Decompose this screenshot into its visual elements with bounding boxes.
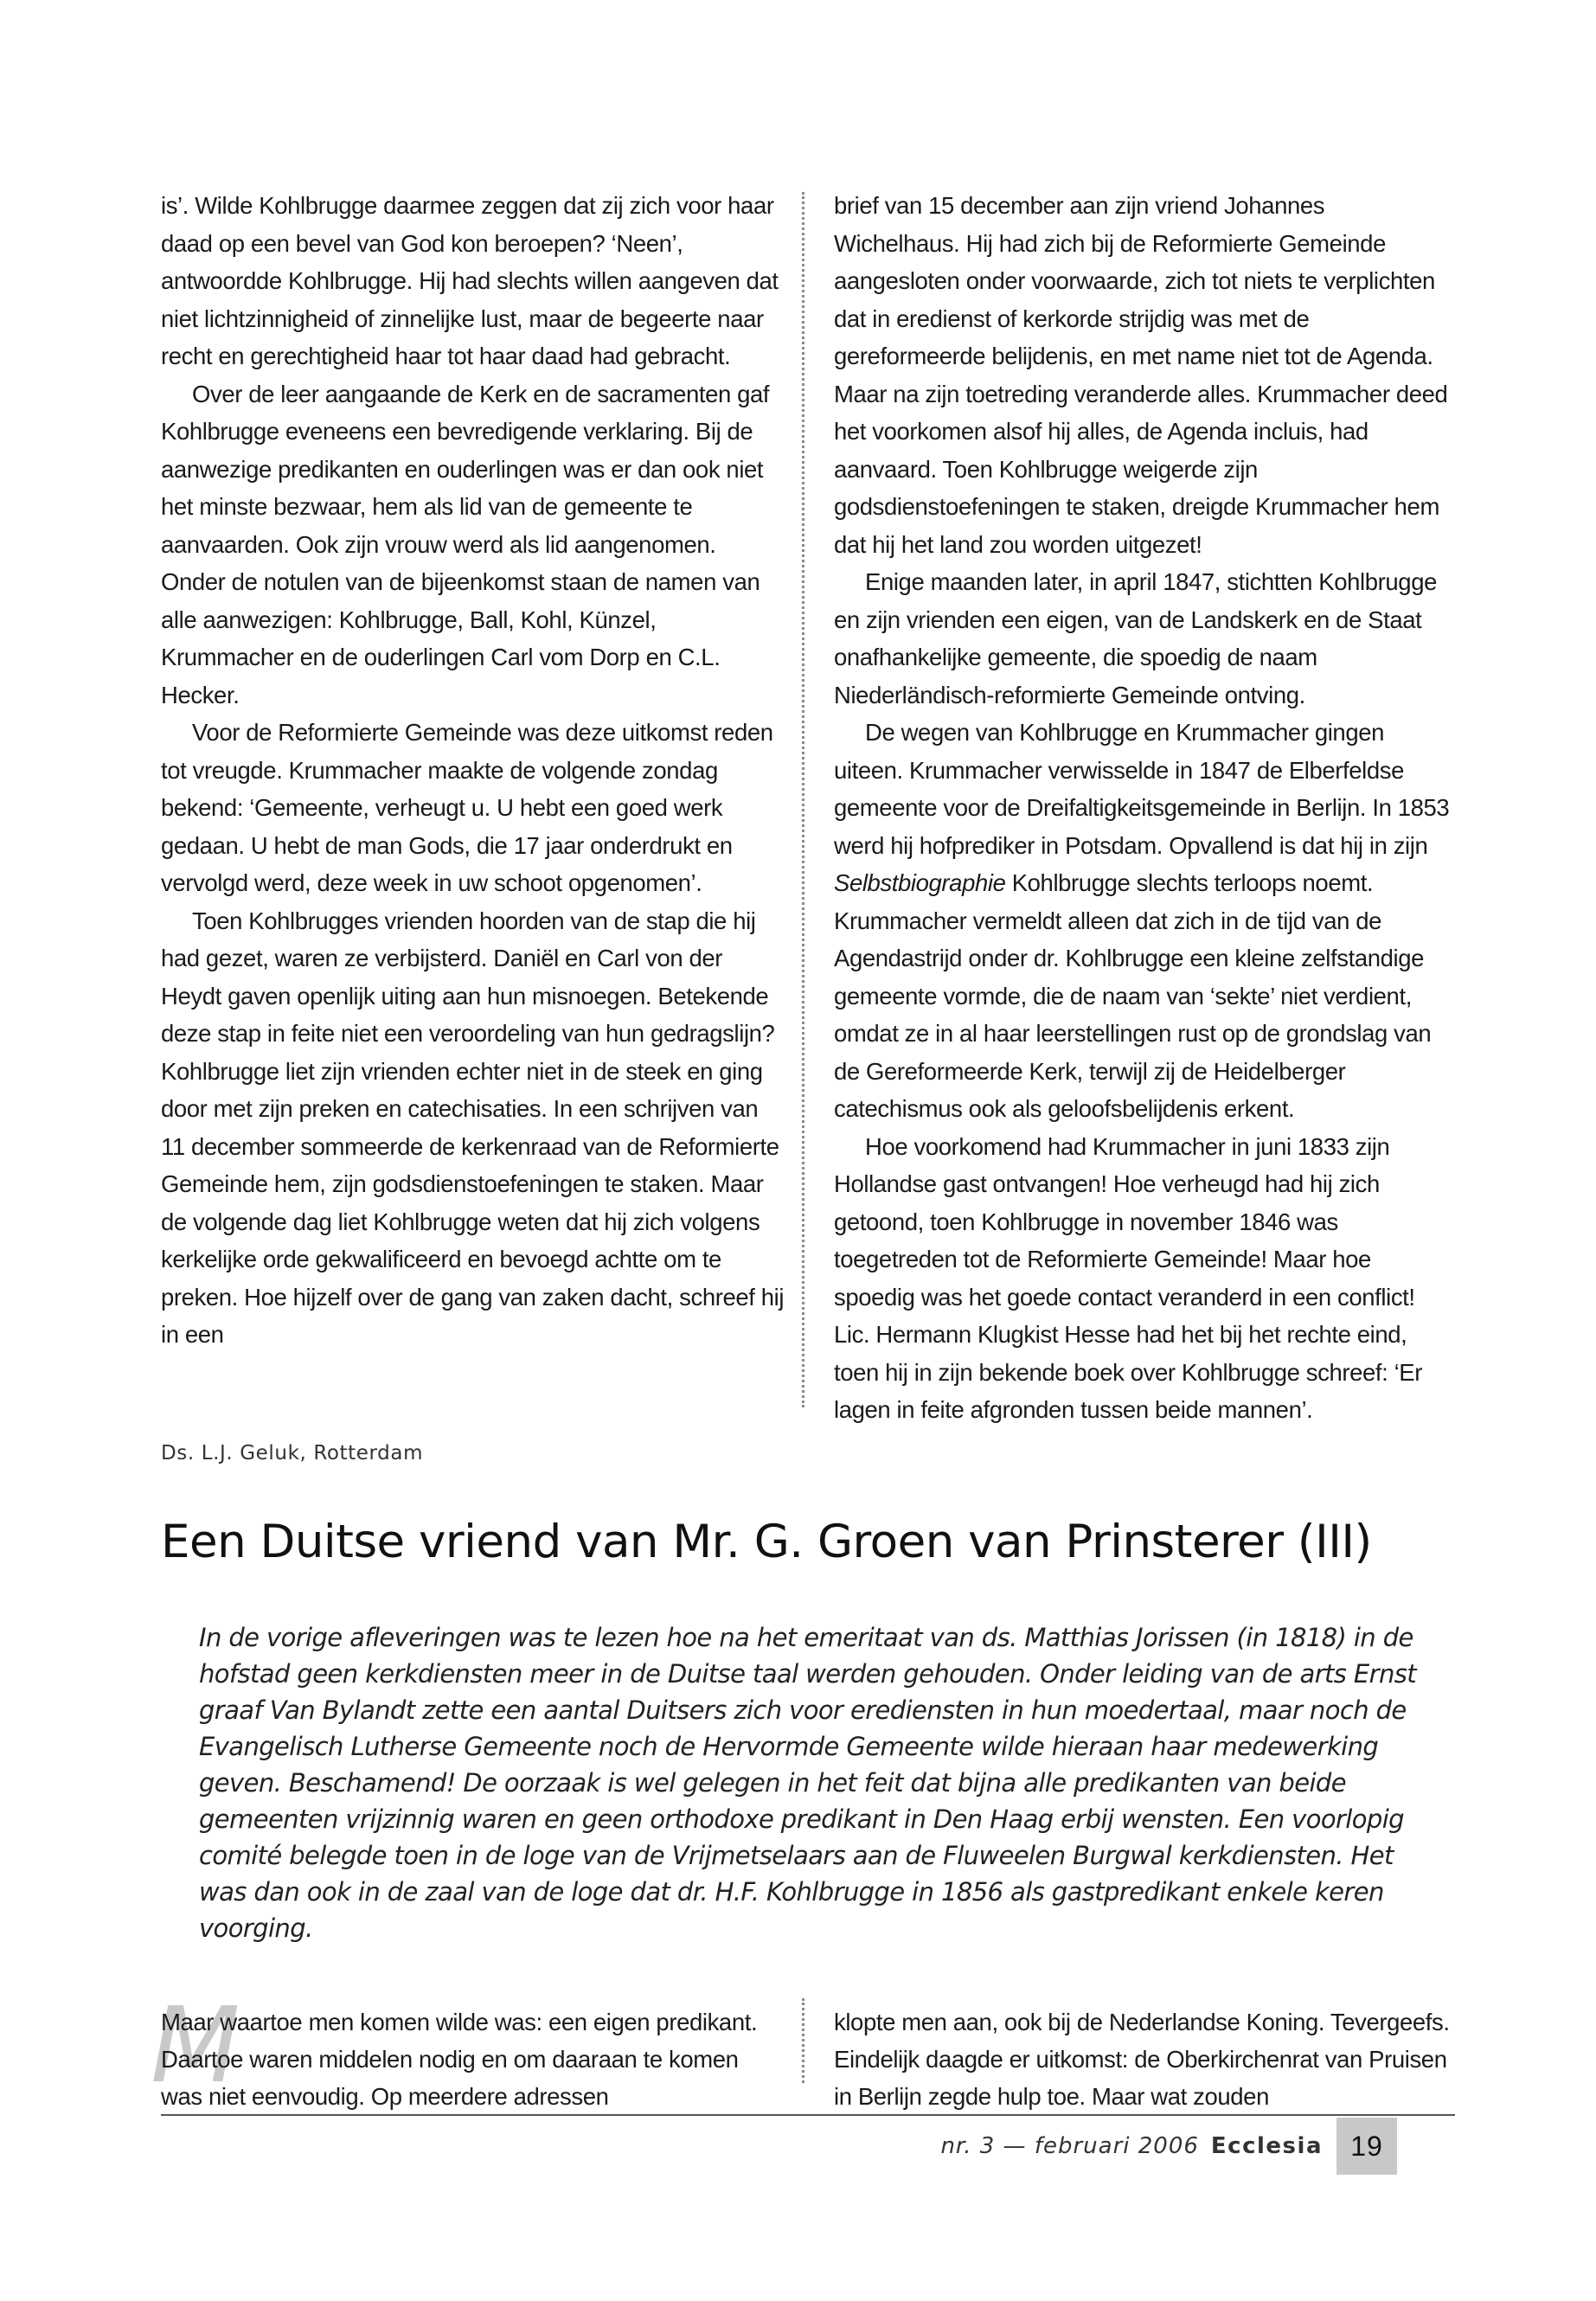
author-signature: Ds. L.J. Geluk, Rotterdam (161, 1442, 424, 1465)
column-divider (802, 1998, 804, 2083)
paragraph-text: Kohlbrugge slechts terloops noemt. Krummacher vermeldt alleen dat zich in de tijd van de Agendastrijd onder dr. Kohlbrugge een kleine zelfstandige gemeente vormde, die de naam van ‘sekte’ niet verdient, omdat ze in al haar leerstellingen rust op de grondslag van de Gereformeerde Kerk, terwijl zij de Heidelberger catechismus ook als geloofsbelijdenis erkent. (834, 869, 1432, 1122)
paragraph: Hoe voorkomend had Krummacher in juni 1833 zijn Hollandse gast ontvangen! Hoe verheugd had hij zich getoond, toen Kohlbrugge in november 1846 was toegetreden tot de Reformierte Gemeinde! Maar hoe spoedig was het goede contact veranderd in een conflict! (834, 1132, 1415, 1311)
paragraph: Toen Kohlbrugges vrienden hoorden van de stap die hij had gezet, waren ze verbijsterd. Daniël en Carl von der Heydt gaven openlijk uiting aan hun misnoegen. Betekende deze stap in feite niet een veroordeling van hun gedragslijn? Kohlbrugge liet zijn vrienden echter niet in de steek en ging door met zijn preken en catechisaties. In een schrijven van 11 december sommeerde de kerkenraad van de Reformierte Gemeinde hem, zijn godsdienstoefeningen te staken. Maar de volgende dag liet Kohlbrugge weten dat hij zich volgens kerkelijke orde gekwalificeerd en bevoegd achtte om te preken. Hoe hijzelf over de gang van zaken dacht, schreef hij in een (161, 907, 785, 1348)
paragraph: Over de leer aangaande de Kerk en de sacramenten gaf Kohlbrugge eveneens een bevredigende verklaring. Bij de aanwezige predikanten en ouderlingen was er dan ook niet het minste bezwaar, hem als lid van de gemeente te aanvaarden. Ook zijn vrouw werd als lid aangenomen. Onder de notulen van de bijeenkomst staan de namen van alle aanwezigen: Kohlbrugge, Ball, Kohl, Künzel, Krummacher en de ouderlingen Carl vom Dorp en C.L. Hecker. (161, 380, 770, 708)
article1-right-column (834, 187, 1455, 1429)
article-title: Een Duitse vriend van Mr. G. Groen van Prinsterer (III) (161, 1516, 1372, 1568)
paragraph: Lic. Hermann Klugkist Hesse had het bij het rechte eind, toen hij in zijn bekende boek over Kohlbrugge schreef: ‘Er lagen in feite afgronden tussen beide mannen’. (834, 1321, 1423, 1423)
page-footer (940, 2118, 1397, 2175)
paragraph: klopte men aan, ook bij de Nederlandse Koning. Tevergeefs. Eindelijk daagde er uitkomst: de Oberkirchenrat van Pruisen in Berlijn zegde hulp toe. Maar wat zouden (834, 2009, 1450, 2110)
paragraph: Maar waartoe men komen wilde was: een eigen predikant. Daartoe waren middelen nodig en om daaraan te komen was niet eenvoudig. Op meerdere adressen (161, 2009, 758, 2110)
paragraph-text: De wegen van Kohlbrugge en Krummacher gingen uiteen. Krummacher verwisselde in 1847 de Elberfeldse gemeente voor de Dreifaltigkeitsgemeinde in Berlijn. In 1853 werd hij hofprediker in Potsdam. Opvallend is dat hij in zijn (834, 719, 1450, 859)
column-divider (802, 192, 804, 1407)
paragraph (834, 714, 1455, 1128)
drop-cap: M (151, 1986, 240, 2106)
paragraph: Enige maanden later, in april 1847, stichtten Kohlbrugge en zijn vrienden een eigen, van de Landskerk en de Staat onafhankelijke gemeente, die spoedig de naam Niederländisch-reformierte Gemeinde ontving. (834, 568, 1437, 708)
page-number: 19 (1336, 2118, 1397, 2175)
magazine-name: Ecclesia (1210, 2133, 1323, 2159)
article2-right-column (834, 2003, 1455, 2115)
paragraph: is’. Wilde Kohlbrugge daarmee zeggen dat zij zich voor haar daad op een bevel van God kon beroepen? ‘Neen’, antwoordde Kohlbrugge. Hij had slechts willen aangeven dat niet lichtzinnigheid of zinnelijke lust, maar de begeerte naar recht en gerechtigheid haar tot haar daad had gebracht. (161, 192, 779, 369)
article2-left-column (161, 2003, 766, 2115)
paragraph: brief van 15 december aan zijn vriend Johannes Wichelhaus. Hij had zich bij de Reformierte Gemeinde aangesloten onder voorwaarde, zich tot niets te verplichten dat in eredienst of kerkorde strijdig was met de gereformeerde belijdenis, en met name niet tot de Agenda. Maar na zijn toetreding veranderde alles. Krummacher deed het voorkomen alsof hij alles, de Agenda incluis, had aanvaard. Toen Kohlbrugge weigerde zijn godsdienstoefeningen te staken, dreigde Krummacher hem dat hij het land zou worden uitgezet! (834, 192, 1448, 558)
book-title: Selbstbiographie (834, 869, 1006, 896)
issue-info: nr. 3 — februari 2006 (940, 2133, 1199, 2159)
paragraph: Voor de Reformierte Gemeinde was deze uitkomst reden tot vreugde. Krummacher maakte de volgende zondag bekend: ‘Gemeente, verheugt u. U hebt een goed werk gedaan. U hebt de man Gods, die 17 jaar onderdrukt en vervolgd werd, deze week in uw schoot opgenomen’. (161, 719, 773, 896)
article1-left-column (161, 187, 785, 1354)
article-intro: In de vorige afleveringen was te lezen hoe na het emeritaat van ds. Matthias Jorissen (in 1818) in de hofstad geen kerkdiensten meer in de Duitse taal werden gehouden. Onder leiding van de arts Ernst graaf Van Bylandt zette een aantal Duitsers zich voor erediensten in hun moedertaal, maar noch de Evangelisch Lutherse Gemeente noch de Hervormde Gemeente wilde hieraan haar medewerking geven. Beschamend! De oorzaak is wel gelegen in het feit dat bijna alle predikanten van beide gemeenten vrijzinnig waren en geen orthodoxe predikant in Den Haag erbij wensten. Een voorlopig comité belegde toen in de loge van de Vrijmetselaars aan de Fluweelen Burgwal kerkdiensten. Het was dan ook in de zaal van de loge dat dr. H.F. Kohlbrugge in 1856 als gastpredikant enkele keren voorging. (199, 1623, 1417, 1943)
